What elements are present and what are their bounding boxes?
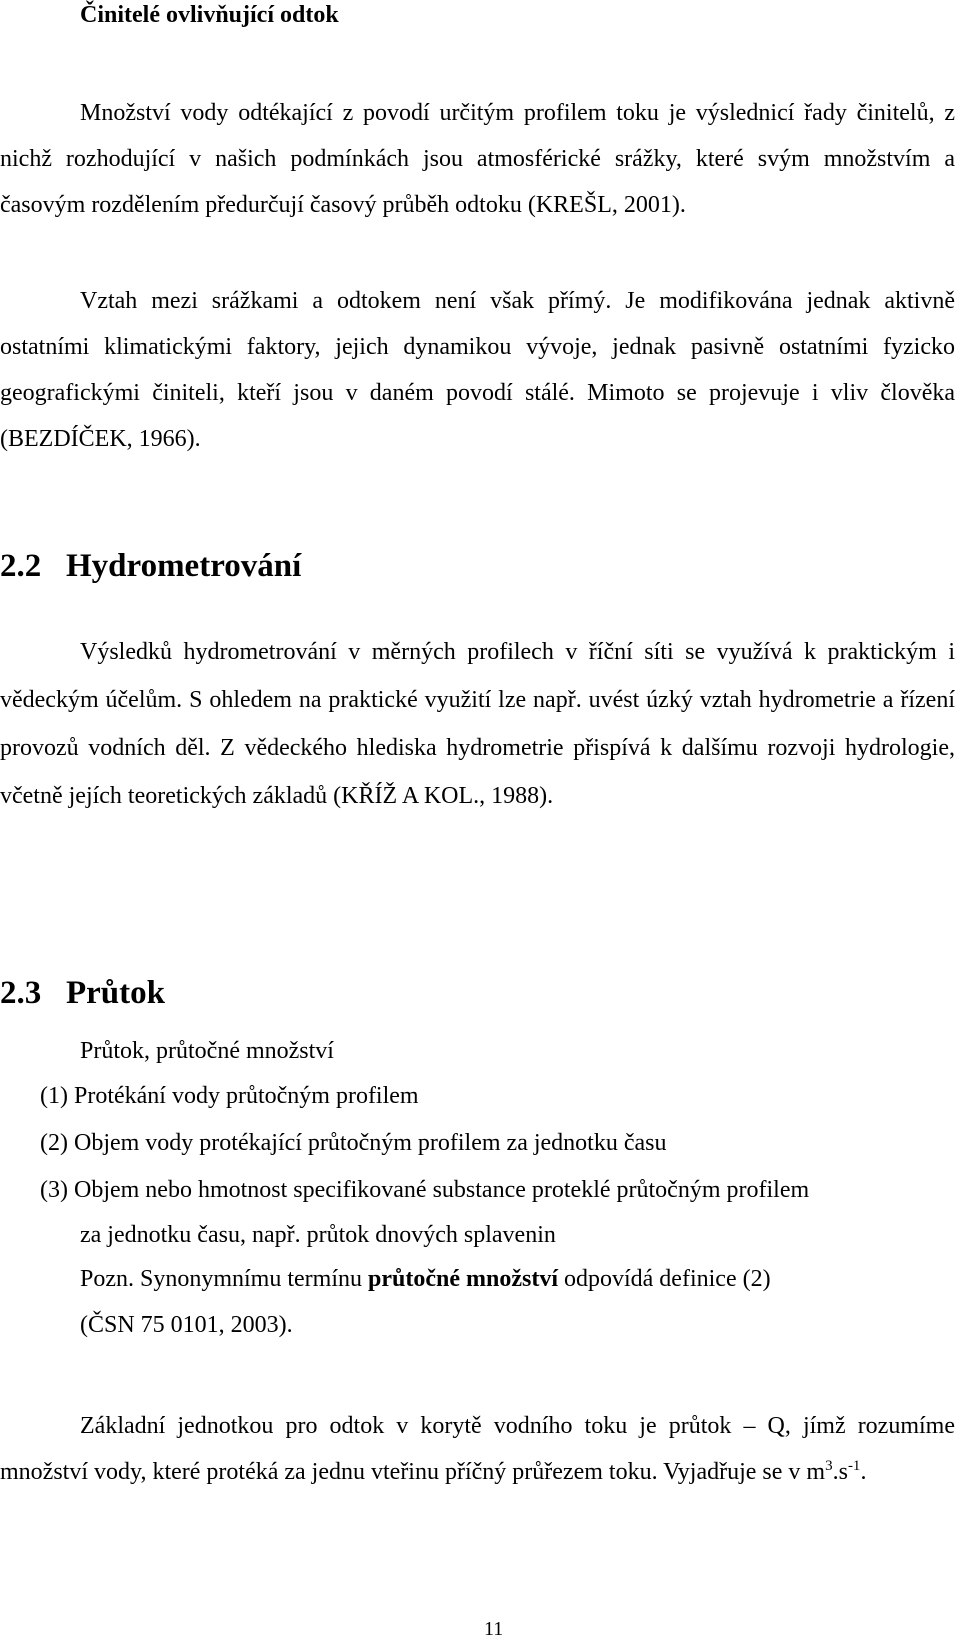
note-prefix: Pozn. Synonymnímu termínu xyxy=(80,1266,368,1292)
paragraph-text: Základní jednotkou pro odtok v korytě vodního toku je průtok – Q, jímž rozumíme množství vody, které protéká za jednu vteřinu příčný průřezem toku. Vyjadřuje se v m xyxy=(0,1413,955,1485)
superscript-3: 3 xyxy=(825,1458,833,1474)
paragraph-runoff-factors xyxy=(0,90,955,228)
paragraph-end: . xyxy=(860,1459,867,1485)
note-suffix: odpovídá definice (2) xyxy=(557,1266,771,1292)
definition-item-1: (1) Protékání vody průtočným profilem xyxy=(40,1083,419,1109)
note-bold-term: průtočné množství xyxy=(368,1266,558,1292)
section-number: 2.2 xyxy=(0,548,42,584)
definition-item-3: (3) Objem nebo hmotnost specifikované substance proteklé průtočným profilem xyxy=(40,1177,810,1203)
paragraph-text: Množství vody odtékající z povodí určitým profilem toku je výslednicí řady činitelů, z nichž rozhodující v našich podmínkách jsou atmosférické srážky, které svým množstvím a časovým rozdělením předurčují časový průběh odtoku (KREŠL, 2001). xyxy=(0,100,955,218)
definition-item-2: (2) Objem vody protékající průtočným profilem za jednotku času xyxy=(40,1130,667,1156)
unit-text: .s xyxy=(832,1459,848,1485)
subheading: Činitelé ovlivňující odtok xyxy=(80,2,339,28)
definition-term: Průtok, průtočné množství xyxy=(80,1038,334,1064)
section-heading-hydrometry xyxy=(0,548,301,585)
paragraph-discharge-unit xyxy=(0,1403,955,1495)
paragraph-precipitation-runoff xyxy=(0,278,955,462)
section-title: Hydrometrování xyxy=(66,548,302,584)
definition-note xyxy=(80,1264,771,1294)
definition-source: (ČSN 75 0101, 2003). xyxy=(80,1312,293,1338)
page-number: 11 xyxy=(484,1618,504,1640)
definition-item-3-continuation: za jednotku času, např. průtok dnových splavenin xyxy=(80,1222,556,1248)
section-heading-discharge xyxy=(0,975,165,1012)
paragraph-hydrometry xyxy=(0,628,955,820)
section-number: 2.3 xyxy=(0,975,42,1011)
paragraph-text: Výsledků hydrometrování v měrných profilech v říční síti se využívá k praktickým i vědeckým účelům. S ohledem na praktické využití lze např. uvést úzký vztah hydrometrie a řízení provozů vodních děl. Z vědeckého hlediska hydrometrie přispívá k dalšímu rozvoji hydrologie, včetně jejích teoretických základů (KŘÍŽ A KOL., 1988). xyxy=(0,639,955,809)
superscript-minus-1: -1 xyxy=(847,1458,861,1474)
paragraph-text: Vztah mezi srážkami a odtokem není však přímý. Je modifikována jednak aktivně ostatními klimatickými faktory, jejich dynamikou vývoje, jednak pasivně ostatními fyzicko geografickými činiteli, kteří jsou v daném povodí stálé. Mimoto se projevuje i vliv člověka (BEZDÍČEK, 1966). xyxy=(0,288,955,452)
section-title: Průtok xyxy=(66,975,165,1011)
